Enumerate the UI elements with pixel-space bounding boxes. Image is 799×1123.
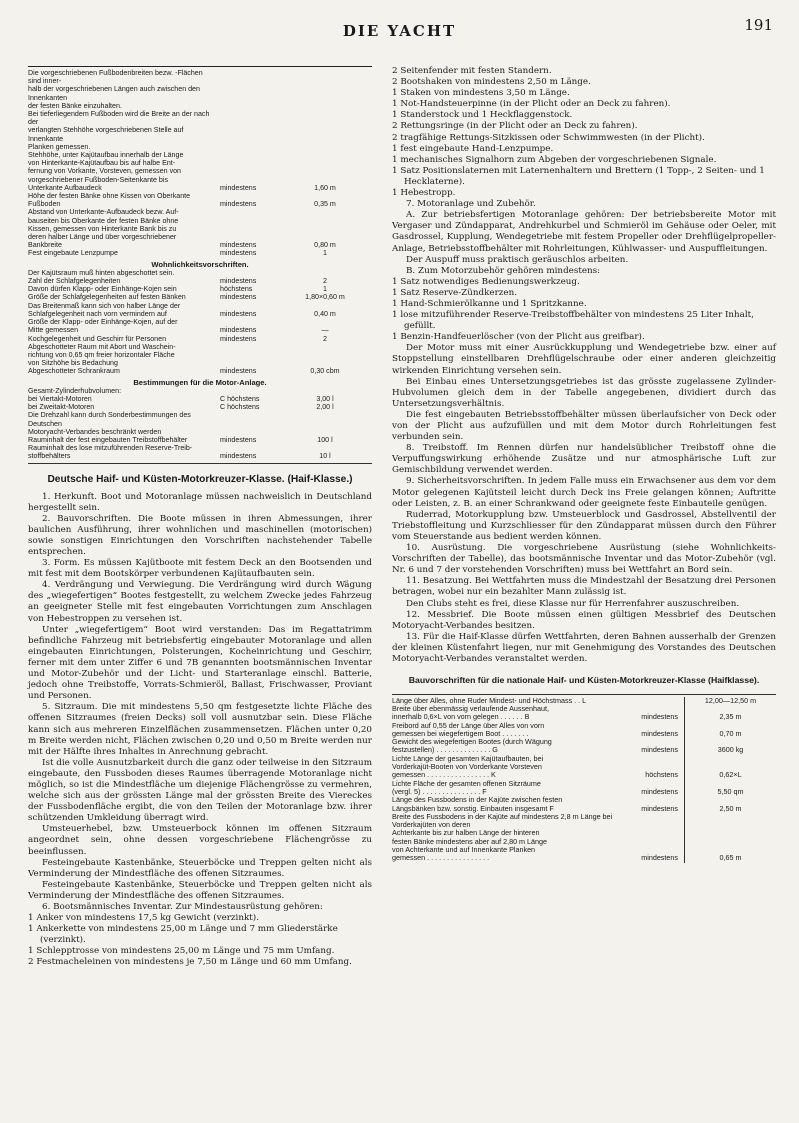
row-qualifier xyxy=(216,102,278,110)
list-item: 1 Satz Reserve-Zündkerzen. xyxy=(392,287,517,298)
row-value: 2,50 m xyxy=(685,805,777,813)
row-qualifier: mindestens xyxy=(220,309,257,318)
row-qualifier: mindestens xyxy=(641,745,678,755)
row-label: von Sitzhöhe bis Bedachung xyxy=(28,359,118,368)
row-value: 3,00 l xyxy=(316,394,334,403)
row-label: verlangten Stehhöhe vorgeschriebenen Stelle auf Innenkante xyxy=(28,126,184,143)
row-value: 100 l xyxy=(317,435,333,444)
row-qualifier xyxy=(216,359,278,367)
row-label: fernung von Vorkante, Vorsteven, gemessen von xyxy=(28,167,182,176)
row-value xyxy=(278,102,372,110)
row-value: 2 xyxy=(323,277,327,286)
row-qualifier xyxy=(216,143,278,151)
row-label: bauseiten bis Oberkante der festen Bänke ohne xyxy=(28,216,179,225)
row-qualifier xyxy=(216,343,278,351)
paragraph: 4. Verdrängung und Verwiegung. Die Verdrängung wird durch Wägung des „wiegefertigen“ Bootes festgestellt, zu welchem Zwecke jedes Fahrzeug an geeigneter Stelle mit fest eingebauten Vorrichtungen zum Anschlagen von Hebestroppen zu versehen ist. xyxy=(28,580,372,624)
row-label: deren halber Länge und über vorgeschriebener xyxy=(28,233,177,242)
table-row xyxy=(392,813,776,830)
row-label: Fest eingebaute Lenzpumpe xyxy=(28,249,118,258)
table-row xyxy=(28,143,372,151)
row-value: 5,50 qm xyxy=(685,788,777,796)
table-row xyxy=(28,233,372,241)
paragraph: Unter „wiegefertigem“ Boot wird verstanden: Das im Regattatrimm befindliche Fahrzeug mit betriebsfertig eingebauter Motoranlage und allen eingebauten Einrichtungen, Polsterungen, Kocheinrichtung und Geschirr, ferner mit dem unter Ziffer 6 und 7B genannten bootsmännischen Inventar und Motor-Zubehör und der Licht- und Starteranlage einschl. Batterie, jedoch ohne Treibstoffe, Vorrats-Schmieröl, Ballast, Frischwasser, Proviant und Personen. xyxy=(28,624,372,702)
row-label: festen Bänke mindestens aber auf 2,80 m Länge xyxy=(392,836,548,846)
table-row xyxy=(28,192,372,200)
list-item: 1 Benzin-Handfeuerlöscher (von der Plicht aus greifbar). xyxy=(392,332,645,343)
row-qualifier xyxy=(216,159,278,167)
row-label: Länge über Alles, ohne Ruder Mindest- und Höchstmass . . L xyxy=(392,695,587,705)
table-row xyxy=(28,167,372,175)
table-row xyxy=(28,403,372,411)
row-value xyxy=(278,85,372,101)
row-label: Achterkante bis zur halben Länge der hinteren xyxy=(392,828,540,838)
row-qualifier xyxy=(216,85,278,101)
row-label: bei Zweitakt-Motoren xyxy=(28,403,95,412)
paragraph: Den Clubs steht es frei, diese Klasse nur für Herrenfahrer auszuschreiben. xyxy=(406,598,740,609)
motor-section-text xyxy=(392,199,776,277)
bau-top-rule xyxy=(392,694,776,695)
row-label: Lichte Länge der gesamten Kajütaufbauten, bei xyxy=(392,753,544,763)
row-qualifier xyxy=(216,176,278,184)
row-value: 12,00—12,50 m xyxy=(685,697,777,705)
table-row xyxy=(28,241,372,249)
row-qualifier: mindestens xyxy=(220,200,257,209)
row-value xyxy=(278,126,372,142)
table-heading-wohnlichkeit: Wohnlichkeitsvorschriften. xyxy=(151,259,249,269)
row-value xyxy=(278,143,372,151)
paragraph: 10. Ausrüstung. Die vorgeschriebene Ausrüstung (siehe Wohnlichkeits-Vorschriften der Tabelle), das bootsmännische Inventar und das Motor-Zubehör (vgl. Nr. 6 und 7 der vorstehenden Vorschriften) muss bei Wettfahrt an Bord sein. xyxy=(392,543,776,576)
table-row xyxy=(28,310,372,318)
list-item: 1 Staken von mindestens 3,50 m Länge. xyxy=(392,88,570,99)
row-value: 0,65 m xyxy=(685,854,777,862)
list-item: 1 Hand-Schmierölkanne und 1 Spritzkanne. xyxy=(392,298,587,309)
row-qualifier xyxy=(216,225,278,233)
bau-table xyxy=(392,697,776,863)
row-qualifier: mindestens xyxy=(641,803,678,813)
row-value: 1 xyxy=(323,249,327,258)
table-row xyxy=(28,318,372,326)
row-label: bei Viertakt-Motoren xyxy=(28,394,92,403)
row-value: 0,35 m xyxy=(314,200,336,209)
list-item: 1 Anker von mindestens 17,5 kg Gewicht (verzinkt). xyxy=(28,913,259,924)
row-label: festzustellen) . . . . . . . . . . . . . . G xyxy=(392,745,498,755)
paragraph: 13. Für die Haif-Klasse dürfen Wettfahrten, deren Bahnen ausserhalb der Grenzen der kleinen Küstenfahrt liegen, nur mit Genehmigung des Vorstandes des Deutschen Motoryacht-Verbandes veranstaltet werden. xyxy=(392,631,776,664)
list-item: 1 Standerstock und 1 Heckflaggenstock. xyxy=(392,110,573,121)
row-value: 1,60 m xyxy=(314,183,336,192)
row-value: — xyxy=(321,326,329,335)
table-row xyxy=(28,302,372,310)
table-row xyxy=(28,428,372,436)
row-label: Die Drehzahl kann durch Sonderbestimmungen des Deutschen xyxy=(28,411,191,428)
spec-table xyxy=(28,69,372,461)
table-row xyxy=(28,200,372,208)
row-qualifier: mindestens xyxy=(641,712,678,722)
row-value xyxy=(278,192,372,200)
row-value xyxy=(685,813,777,830)
row-qualifier: C höchstens xyxy=(220,394,260,403)
table-row xyxy=(28,436,372,444)
row-qualifier: mindestens xyxy=(220,293,257,302)
row-qualifier xyxy=(618,697,685,705)
row-value: 3600 kg xyxy=(685,746,777,754)
table-row xyxy=(28,343,372,351)
row-qualifier xyxy=(618,813,685,830)
row-label: gemessen . . . . . . . . . . . . . . . . xyxy=(392,853,490,863)
paragraph: 9. Sicherheitsvorschriften. In jedem Falle muss ein Erwachsener aus dem vor dem Motor gelegenen Kajütsteil leicht durch Deck ins Freie gelangen können; Auftritte oder Leisten, z. B. an einer Schrankwand oder geeignete feste Einbauteile genügen. xyxy=(392,476,776,509)
paragraph: Die fest eingebauten Betriebsstoffbehälter müssen überlaufsicher von Deck oder von der Plicht aus aufzufüllen und mit dem Motor durch Rohrleitungen fest verbunden sein. xyxy=(392,409,776,443)
list-item: 1 fest eingebaute Hand-Lenzpumpe. xyxy=(392,143,554,154)
row-qualifier xyxy=(216,151,278,159)
row-label: gemessen bei wiegefertigem Boot . . . . . . . xyxy=(392,728,529,738)
paragraph: B. Zum Motorzubehör gehören mindestens: xyxy=(406,265,601,276)
list-item: 1 Ankerkette von mindestens 25,00 m Länge und 7 mm Gliederstärke (verzinkt). xyxy=(28,924,338,946)
row-value: 0,40 m xyxy=(314,309,336,318)
row-qualifier xyxy=(216,387,278,395)
table-row xyxy=(28,326,372,334)
row-value xyxy=(278,225,372,233)
row-qualifier: mindestens xyxy=(641,853,678,863)
row-value xyxy=(278,411,372,427)
row-value xyxy=(278,217,372,225)
table-row xyxy=(28,126,372,142)
list-item: 1 Hebestropp. xyxy=(392,188,456,199)
table-row xyxy=(28,102,372,110)
row-label: Bei tieferliegendem Fußboden wird die Breite an der nach der xyxy=(28,110,210,127)
table-top-rule xyxy=(28,66,372,67)
row-label: Größe der Schlafgelegenheiten auf festen Bänken xyxy=(28,293,186,302)
row-value: 2,35 m xyxy=(685,713,777,721)
page-number: 191 xyxy=(744,16,773,34)
row-value xyxy=(685,838,777,846)
paragraph: 6. Bootsmännisches Inventar. Zur Mindestausrüstung gehören: xyxy=(42,902,323,913)
table-row xyxy=(28,85,372,101)
table-row xyxy=(28,110,372,126)
row-label: innerhalb 0,6×L von vorn gelegen . . . . . . B xyxy=(392,712,530,722)
list-item: 1 mechanisches Signalhorn zum Abgeben der vorgeschriebenen Signale. xyxy=(392,154,717,165)
table-row xyxy=(28,387,372,395)
row-label: Fußboden xyxy=(28,200,61,209)
row-value xyxy=(278,302,372,310)
paragraph: Der Auspuff muss praktisch geräuschlos arbeiten. xyxy=(406,254,629,265)
row-qualifier xyxy=(216,428,278,436)
paragraph: 3. Form. Es müssen Kajütboote mit festem Deck an den Bootsenden und mit fest mit dem Bootskörper verbundenen Kajütaufbauten sein. xyxy=(28,558,372,580)
row-qualifier: mindestens xyxy=(641,728,678,738)
row-label: Rauminhalt des lose mitzuführenden Reserve-Treib- xyxy=(28,444,193,453)
row-value xyxy=(685,829,777,837)
paragraph: 1. Herkunft. Boot und Motoranlage müssen nachweislich in Deutschland hergestellt sein. xyxy=(28,491,372,513)
row-label: Breite des Fussbodens in der Kajüte auf mindestens 2,8 m Länge bei Vorderkajüten von deren xyxy=(392,811,613,830)
paragraph: Bei Einbau eines Untersetzungsgetriebes ist das grösste zugelassene Zylinder-Hubvolumen gleich dem in der Tabelle angegebenen, dividiert durch das Untersetzungsverhältnis. xyxy=(392,376,776,409)
row-value: 2,00 l xyxy=(316,403,334,412)
paragraph: A. Zur betriebsfertigen Motoranlage gehören: Der betriebsbereite Motor mit Vergaser und Zündapparat, Andrehkurbel und Schmieröl im Gehäuse oder Oeler, mit Gasdrossel, Kupplung, Wendegetriebe mit festem Propeller oder Drehflügelpropeller-Anlage, Betriebsstoffbehälter mit Rohrleitungen, Kühlwasser- und Auspuffleitungen. xyxy=(392,210,776,254)
row-label: Vorderkajüt-Booten von Vorderkante Vorsteven xyxy=(392,762,542,772)
table-row xyxy=(28,411,372,427)
table-row xyxy=(28,159,372,167)
table-row xyxy=(28,184,372,192)
row-value xyxy=(278,159,372,167)
paragraph: Umsteuerhebel, bzw. Umsteuerbock können im offenen Sitzraum angeordnet sein, ohne dessen vorgeschriebene Flächengrösse zu beeinflussen. xyxy=(28,824,372,857)
list-item: 1 Not-Handsteuerpinne (in der Plicht oder an Deck zu fahren). xyxy=(392,99,671,110)
row-value xyxy=(278,269,372,277)
row-value xyxy=(278,151,372,159)
right-column xyxy=(392,66,776,863)
paragraph: 12. Messbrief. Die Boote müssen einen gültigen Messbrief des Deutschen Motoryacht-Verbandes besitzen. xyxy=(392,609,776,631)
row-value xyxy=(278,233,372,241)
page-title: DIE YACHT xyxy=(342,22,457,40)
row-label: Das Breitenmaß kann sich von halber Länge der xyxy=(28,301,181,310)
row-qualifier: mindestens xyxy=(220,452,257,461)
row-label: gemessen . . . . . . . . . . . . . . . . K xyxy=(392,770,496,780)
list-item: 2 tragfähige Rettungs-Sitzkissen oder Schwimmwesten (in der Plicht). xyxy=(392,132,705,143)
row-label: Abstand von Unterkante-Aufbaudeck bezw. Auf- xyxy=(28,208,179,217)
row-qualifier xyxy=(216,411,278,427)
table-row xyxy=(28,69,372,85)
row-label: Gewicht des wiegefertigen Bootes (durch Wägung xyxy=(392,737,552,747)
row-value xyxy=(685,755,777,763)
row-qualifier xyxy=(216,110,278,126)
row-value xyxy=(278,343,372,351)
row-value: 10 l xyxy=(319,452,331,461)
row-label: Motoryacht-Verbandes beschränkt werden xyxy=(28,427,162,436)
row-qualifier: mindestens xyxy=(641,786,678,796)
row-qualifier xyxy=(618,829,685,837)
paragraph: Festeingebaute Kastenbänke, Steuerböcke und Treppen gelten nicht als Verminderung der Mindestfläche des offenen Sitzraumes. xyxy=(28,879,372,901)
row-label: von Achterkante und auf Innenkante Planken xyxy=(392,845,536,854)
row-value: 2 xyxy=(323,334,327,343)
row-label: Breite über ebenmässig verlaufende Aussenhaut, xyxy=(392,703,550,713)
row-value: 1,80×0,60 m xyxy=(305,293,345,302)
table-row xyxy=(28,444,372,452)
row-label: Längsbänken bzw. sonstig. Einbauten insgesamt F xyxy=(392,803,554,813)
row-qualifier xyxy=(216,302,278,310)
row-qualifier xyxy=(216,167,278,175)
table-row xyxy=(28,395,372,403)
table-row xyxy=(28,176,372,184)
table-row xyxy=(28,359,372,367)
row-label: Mitte gemessen xyxy=(28,326,79,335)
row-label: Davon dürfen Klapp- oder Einhänge-Kojen sein xyxy=(28,285,177,294)
table-row xyxy=(28,351,372,359)
left-item-list xyxy=(28,913,372,968)
row-label: Freibord auf 0,55 der Länge über Alles von vorn xyxy=(392,720,545,730)
table-row xyxy=(28,293,372,301)
list-item: 2 Rettungsringe (in der Plicht oder an Deck zu fahren). xyxy=(392,121,638,132)
table-row xyxy=(28,335,372,343)
row-label: Planken gemessen. xyxy=(28,142,91,151)
row-label: Unterkante Aufbaudeck xyxy=(28,183,102,192)
row-qualifier xyxy=(216,444,278,452)
row-qualifier xyxy=(216,192,278,200)
table-row xyxy=(28,249,372,257)
row-label: Lichte Fläche der gesamten offenen Sitzräume xyxy=(392,778,541,788)
paragraph: 5. Sitzraum. Die mit mindestens 5,50 qm festgesetzte lichte Fläche des offenen Sitzraumes (freien Decks) soll voll ausnutzbar sein. Diese Fläche kann sich aus mehreren Einzelflächen zusammensetzen. Flächen unter 0,20 m Breite werden nicht, Flächen zwischen 0,20 und 0,50 m Breite werden nur mit der Hälfte ihres Inhaltes in Anrechnung gebracht. xyxy=(28,702,372,757)
row-qualifier xyxy=(618,838,685,846)
paragraph: Festeingebaute Kastenbänke, Steuerböcke und Treppen gelten nicht als Verminderung der Mindestfläche des offenen Sitzraumes. xyxy=(28,857,372,879)
row-value xyxy=(278,176,372,184)
rules-text xyxy=(392,343,776,665)
row-label: Größe der Klapp- oder Einhänge-Kojen, auf der xyxy=(28,318,178,327)
row-label: Abgeschotteter Schrankraum xyxy=(28,367,120,376)
list-item: 1 Schlepptrosse von mindestens 25,00 m Länge und 75 mm Umfang. xyxy=(28,946,335,957)
row-qualifier xyxy=(216,233,278,241)
table-row xyxy=(28,452,372,460)
table-row xyxy=(28,217,372,225)
row-label: Rauminhalt der fest eingebauten Treibstoffbehälter xyxy=(28,435,188,444)
row-value: 0,80 m xyxy=(314,241,336,250)
row-value xyxy=(278,387,372,395)
table-row xyxy=(28,269,372,277)
row-label: vorgeschriebener Fußboden-Seitenkante bis xyxy=(28,175,168,184)
row-qualifier xyxy=(216,269,278,277)
row-value: 1 xyxy=(323,285,327,294)
row-label: richtung von 0,65 qm freier horizontaler Fläche xyxy=(28,350,175,359)
row-qualifier: C höchstens xyxy=(220,403,260,412)
row-label: Schlafgelegenheit nach vorn vermindern auf xyxy=(28,309,167,318)
table-bottom-rule xyxy=(28,463,372,464)
row-qualifier: mindestens xyxy=(220,435,257,444)
row-label: Der Kajütsraum muß hinten abgeschottet sein. xyxy=(28,268,175,277)
table-row xyxy=(28,277,372,285)
left-text xyxy=(28,492,372,914)
table-row xyxy=(28,225,372,233)
row-qualifier: mindestens xyxy=(220,249,257,258)
row-qualifier: mindestens xyxy=(220,326,257,335)
paragraph: 8. Treibstoff. Im Rennen dürfen nur handelsüblicher Treibstoff ohne die Verpuffungswirkung erhöhende Zusätze und nur atmosphärische Luft zur Gemischbildung verwendet werden. xyxy=(392,443,776,476)
section-title: Deutsche Haif- und Küsten-Motorkreuzer-Klasse. (Haif-Klasse.) xyxy=(47,473,353,485)
row-value xyxy=(278,318,372,326)
list-item: 2 Bootshaken von mindestens 2,50 m Länge. xyxy=(392,77,591,88)
row-value xyxy=(278,428,372,436)
table-row xyxy=(28,367,372,375)
row-label: von Hinterkante-Kajütaufbau bis auf halbe Ent- xyxy=(28,159,176,168)
row-value: 0,30 cbm xyxy=(310,367,340,376)
row-label: Kochgelegenheit und Geschirr für Personen xyxy=(28,334,167,343)
row-label: Zahl der Schlafgelegenheiten xyxy=(28,277,121,286)
table-row xyxy=(28,208,372,216)
paragraph: Ist die volle Ausnutzbarkeit durch die ganz oder teilweise in den Sitzraum eingebaute, den Fussboden dieses Raumes überragende Motoranlage nicht möglich, so ist die Mindestfläche um diejenige Flächengrösse zu vermehren, welche sich aus der grössten Länge mal der grössten Breite des Viereckes der Fussbodenfläche ergibt, die von den Teilen der Motoranlage bzw. ihrer schützenden Umkleidung überragt wird. xyxy=(28,757,372,824)
row-label: Bankbreite xyxy=(28,241,62,250)
paragraph: 7. Motoranlage und Zubehör. xyxy=(406,199,536,210)
row-value xyxy=(278,444,372,452)
table-heading-motor: Bestimmungen für die Motor-Anlage. xyxy=(133,377,267,387)
list-item: 2 Seitenfender mit festen Standern. xyxy=(392,66,552,76)
row-qualifier: höchstens xyxy=(645,770,678,780)
row-label: (vergl. 5) . . . . . . . . . . . . . . . F xyxy=(392,786,487,796)
row-qualifier: mindestens xyxy=(220,334,257,343)
row-qualifier: mindestens xyxy=(220,241,257,250)
paragraph: Ruderrad, Motorkupplung bzw. Umsteuerblock und Gasdrossel, Abstellventil der Triebstoffleitung und Kurzschliesser für den Zündapparat müssen durch den Führer vom Steuerstande aus bedient werden können. xyxy=(392,509,776,542)
row-qualifier xyxy=(216,217,278,225)
paragraph: Der Motor muss mit einer Ausrückkupplung und Wendegetriebe bzw. einer auf Stoppstellung einstellbaren Drehflügelschraube oder einer anderen gleichzeitig wirkenden Einrichtung versehen sein. xyxy=(392,343,776,376)
list-item: 1 lose mitzuführender Reserve-Treibstoffbehälter von mindestens 25 Liter Inhalt, gefüllt. xyxy=(392,310,754,332)
row-label: Die vorgeschriebenen Fußbodenbreiten bezw. -Flächen sind inner- xyxy=(28,69,203,86)
paragraph: 2. Bauvorschriften. Die Boote müssen in ihren Abmessungen, ihrer baulichen Ausführung, ihrer wohnlichen und maschinellen (motorischen) sowie sonstigen Einrichtungen den Vorschriften nachstehender Tabelle entsprechen. xyxy=(28,513,372,558)
table-row xyxy=(28,151,372,159)
row-value xyxy=(278,110,372,126)
row-label: Höhe der festen Bänke ohne Kissen von Oberkante xyxy=(28,192,191,201)
row-label: halb der vorgeschriebenen Längen auch zwischen den Innenkanten xyxy=(28,85,200,102)
row-qualifier: mindestens xyxy=(220,277,257,286)
list-item: 1 Satz notwendiges Bedienungswerkzeug. xyxy=(392,276,580,287)
row-label: Abgeschotteter Raum mit Abort und Waschein- xyxy=(28,342,176,351)
row-qualifier xyxy=(216,126,278,142)
row-qualifier: mindestens xyxy=(220,367,257,376)
bau-title: Bauvorschriften für die nationale Haif- und Küsten-Motorkreuzer-Klasse (Haifklasse). xyxy=(408,675,760,686)
row-qualifier xyxy=(216,318,278,326)
row-label: Gesamt-Zylinderhubvolumen: xyxy=(28,386,122,395)
row-qualifier xyxy=(618,755,685,763)
row-label: Länge des Fussbodens in der Kajüte zwischen festen xyxy=(392,795,563,805)
row-label: Stehhöhe, unter Kajütaufbau innerhalb der Länge xyxy=(28,151,184,160)
motor-accessory-list xyxy=(392,277,776,344)
row-value xyxy=(278,359,372,367)
list-item: 1 Satz Positionslaternen mit Laternenhaltern und Brettern (1 Topp-, 2 Seiten- und 1 Hecklaterne). xyxy=(392,165,765,187)
row-qualifier xyxy=(216,351,278,359)
row-label: stoffbehälters xyxy=(28,452,71,461)
row-qualifier: höchstens xyxy=(220,285,253,294)
row-qualifier xyxy=(216,69,278,85)
row-value: 0,62×L xyxy=(685,771,777,779)
row-value xyxy=(278,69,372,85)
row-qualifier: mindestens xyxy=(220,183,257,192)
row-value xyxy=(278,351,372,359)
paragraph: 11. Besatzung. Bei Wettfahrten muss die Mindestzahl der Besatzung drei Personen betragen, wobei nur ein bezahlter Mann zulässig ist. xyxy=(392,576,776,598)
row-qualifier xyxy=(216,208,278,216)
row-label: der festen Bänke einzuhalten. xyxy=(28,101,122,110)
left-column xyxy=(28,66,372,969)
table-row xyxy=(28,285,372,293)
row-value xyxy=(278,208,372,216)
list-item: 2 Festmacheleinen von mindestens je 7,50 m Länge und 60 mm Umfang. xyxy=(28,957,352,968)
inventory-list xyxy=(392,66,776,199)
row-label: Kissen, gemessen von Hinterkante Bank bis zu xyxy=(28,224,177,233)
table-row xyxy=(392,854,776,862)
row-value: 0,70 m xyxy=(685,730,777,738)
row-value xyxy=(278,167,372,175)
